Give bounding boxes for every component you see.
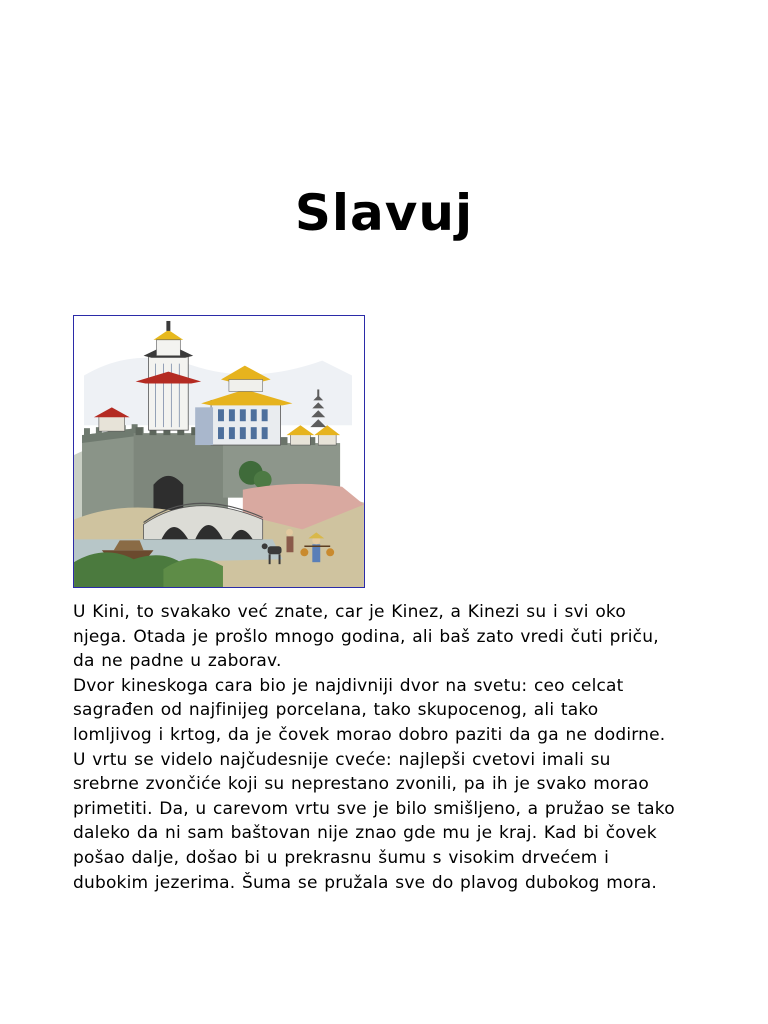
text-line: Dvor kineskoga cara bio je najdivniji dvor na svetu: ceo celcat [73, 675, 624, 696]
page-title: Slavuj [294, 184, 474, 242]
text-line: lomljivog i krtog, da je čovek morao dobro paziti da ga ne dodirne. [73, 724, 666, 745]
illustration-drawing [74, 316, 364, 587]
text-line: da ne padne u zaborav. [73, 651, 282, 672]
chinese-palace-illustration [73, 315, 365, 588]
text-line: njega. Otada je prošlo mnogo godina, ali baš zato vredi čuti priču, [73, 626, 659, 647]
text-line: U Kini, to svakako već znate, car je Kinez, a Kinezi su i svi oko [73, 602, 626, 622]
text-line: U vrtu se videlo najčudesnije cveće: najlepši cvetovi imali su [73, 749, 611, 770]
text-line: dubokim jezerima. Šuma se pružala sve do plavog dubokog mora. [73, 872, 657, 893]
text-line: primetiti. Da, u carevom vrtu sve je bilo smišljeno, a pružao se tako [73, 798, 675, 819]
text-line: sagrađen od najfinijeg porcelana, tako skupocenog, ali tako [73, 700, 599, 721]
text-line: daleko da ni sam baštovan nije znao gde mu je kraj. Kad bi čovek [73, 823, 657, 844]
story-text [73, 600, 713, 895]
text-line: srebrne zvončiće koji su neprestano zvonili, pa ih je svako morao [73, 774, 650, 795]
text-line: pošao dalje, došao bi u prekrasnu šumu s visokim drvećem i [73, 847, 610, 868]
